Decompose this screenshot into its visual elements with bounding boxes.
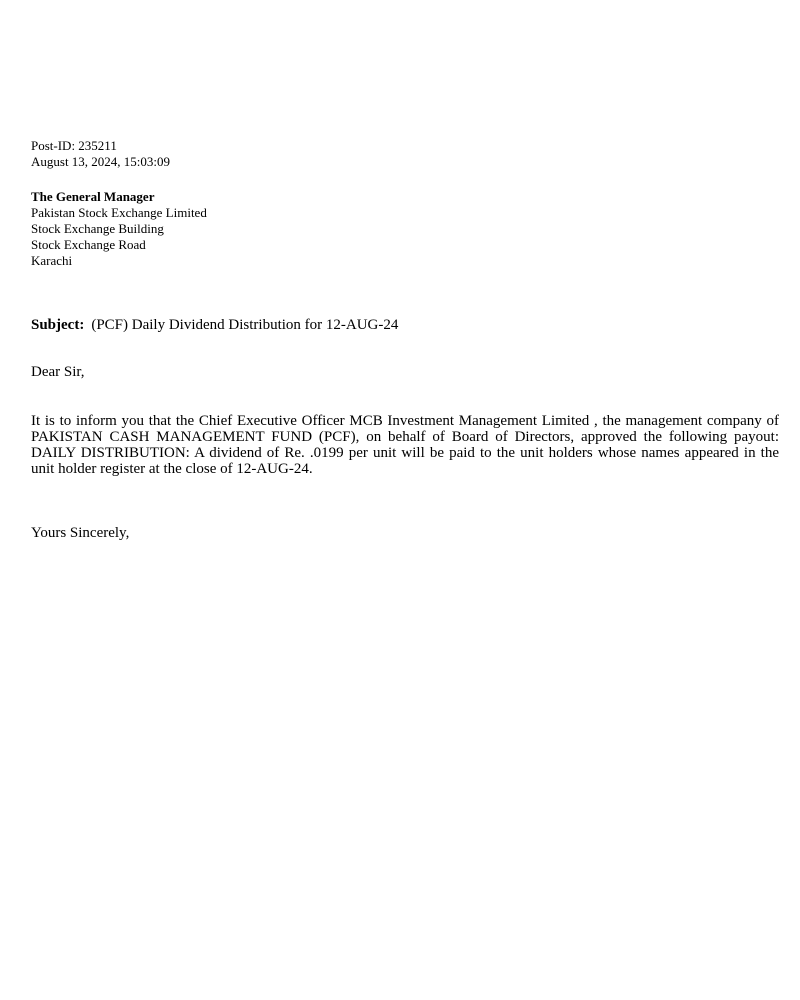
post-id-line: Post-ID: 235211	[31, 138, 117, 153]
subject-label: Subject:	[31, 317, 85, 333]
recipient-title: The General Manager	[31, 189, 155, 204]
recipient-line-road: Stock Exchange Road	[31, 237, 146, 252]
body-paragraph: It is to inform you that the Chief Executive Officer MCB Investment Management Limited , the management company of PAKISTAN CASH MANAGEMENT FUND (PCF), on behalf of Board of Directors, approved the following payout: DAILY DISTRIBUTION: A dividend of Re. .0199 per unit will be paid to the unit holders whose names appeared in the unit holder register at the close of 12-AUG-24.	[31, 413, 779, 477]
recipient-block	[31, 189, 779, 269]
subject-line	[31, 317, 779, 334]
salutation: Dear Sir,	[31, 364, 85, 380]
subject-text: (PCF) Daily Dividend Distribution for 12-AUG-24	[91, 317, 399, 333]
recipient-line-city: Karachi	[31, 253, 73, 268]
closing: Yours Sincerely,	[31, 525, 130, 541]
recipient-line-building: Stock Exchange Building	[31, 221, 164, 236]
date-line: August 13, 2024, 15:03:09	[31, 154, 171, 169]
recipient-line-company: Pakistan Stock Exchange Limited	[31, 205, 207, 220]
letter-meta	[31, 138, 779, 170]
